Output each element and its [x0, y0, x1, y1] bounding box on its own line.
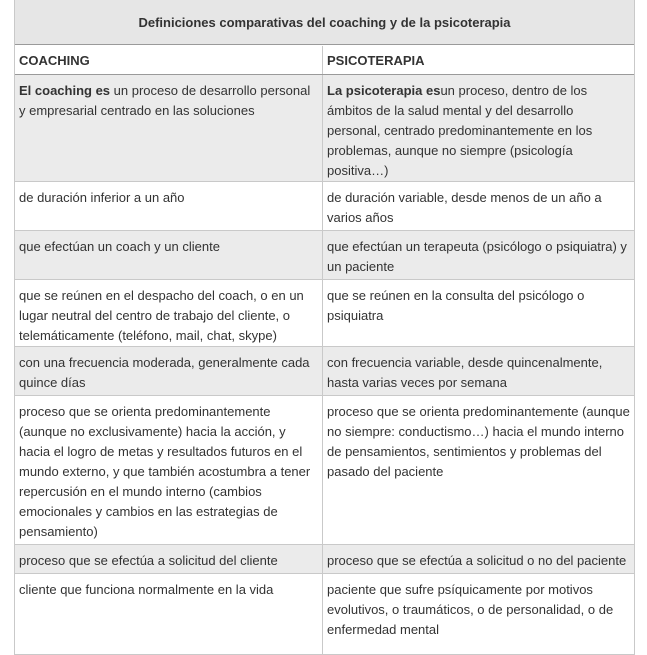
table-row	[15, 396, 634, 545]
cell-coaching: proceso que se efectúa a solicitud del cliente	[15, 545, 323, 573]
cell-coaching: de duración inferior a un año	[15, 182, 323, 230]
table-row	[15, 280, 634, 347]
comparison-table	[14, 0, 635, 655]
cell-psicoterapia: que se reúnen en la consulta del psicólogo o psiquiatra	[327, 288, 585, 323]
cell-coaching: que se reúnen en el despacho del coach, o en un lugar neutral del centro de trabajo del cliente, o telemáticamente (teléfono, mail, chat, skype)	[15, 280, 323, 346]
cell-psicoterapia	[323, 75, 634, 181]
cell-psicoterapia: que efectúan un terapeuta (psicólogo o psiquiatra) y un paciente	[327, 239, 627, 274]
coaching-term: El coaching es	[19, 83, 111, 98]
cell-coaching: proceso que se orienta predominantemente (aunque no exclusivamente) hacia la acción, y hacia el logro de metas y resultados futuros en el mundo externo, y que también acostumbra a tener repercusión en el mundo interno (cambios emocionales y cambios en las estrategias de pensamiento)	[15, 396, 323, 544]
cell-psicoterapia: proceso que se efectúa a solicitud o no del paciente	[327, 553, 627, 568]
header-coaching: COACHING	[15, 46, 323, 74]
coaching-definition: un proceso de desarrollo personal y empresarial centrado en las soluciones	[19, 83, 311, 118]
cell-coaching	[15, 75, 323, 181]
cell-psicoterapia: de duración variable, desde menos de un año a varios años	[327, 190, 602, 225]
cell-psicoterapia: proceso que se orienta predominantemente (aunque no siempre: conductismo…) hacia el mundo interno de pensamientos, sentimientos y problemas del pasado del paciente	[327, 404, 630, 479]
table-row	[15, 574, 634, 655]
table-title: Definiciones comparativas del coaching y de la psicoterapia	[15, 0, 634, 45]
header-psicoterapia: PSICOTERAPIA	[327, 53, 425, 68]
table-row	[15, 545, 634, 574]
cell-coaching: que efectúan un coach y un cliente	[15, 231, 323, 279]
cell-psicoterapia: paciente que sufre psíquicamente por motivos evolutivos, o traumáticos, o de personalidad, o de enfermedad mental	[327, 582, 614, 637]
psicoterapia-definition: un proceso, dentro de los ámbitos de la salud mental y del desarrollo personal, centrado predominantemente en los problemas, aunque no siempre (psicología positiva…)	[327, 83, 593, 178]
psicoterapia-term: La psicoterapia es	[327, 83, 441, 98]
table-row	[15, 231, 634, 280]
table-row	[15, 347, 634, 396]
cell-coaching: cliente que funciona normalmente en la vida	[15, 574, 323, 654]
table-row	[15, 75, 634, 182]
header-row	[15, 45, 634, 75]
table-row	[15, 182, 634, 231]
cell-psicoterapia: con frecuencia variable, desde quincenalmente, hasta varias veces por semana	[327, 355, 603, 390]
cell-coaching: con una frecuencia moderada, generalmente cada quince días	[15, 347, 323, 395]
